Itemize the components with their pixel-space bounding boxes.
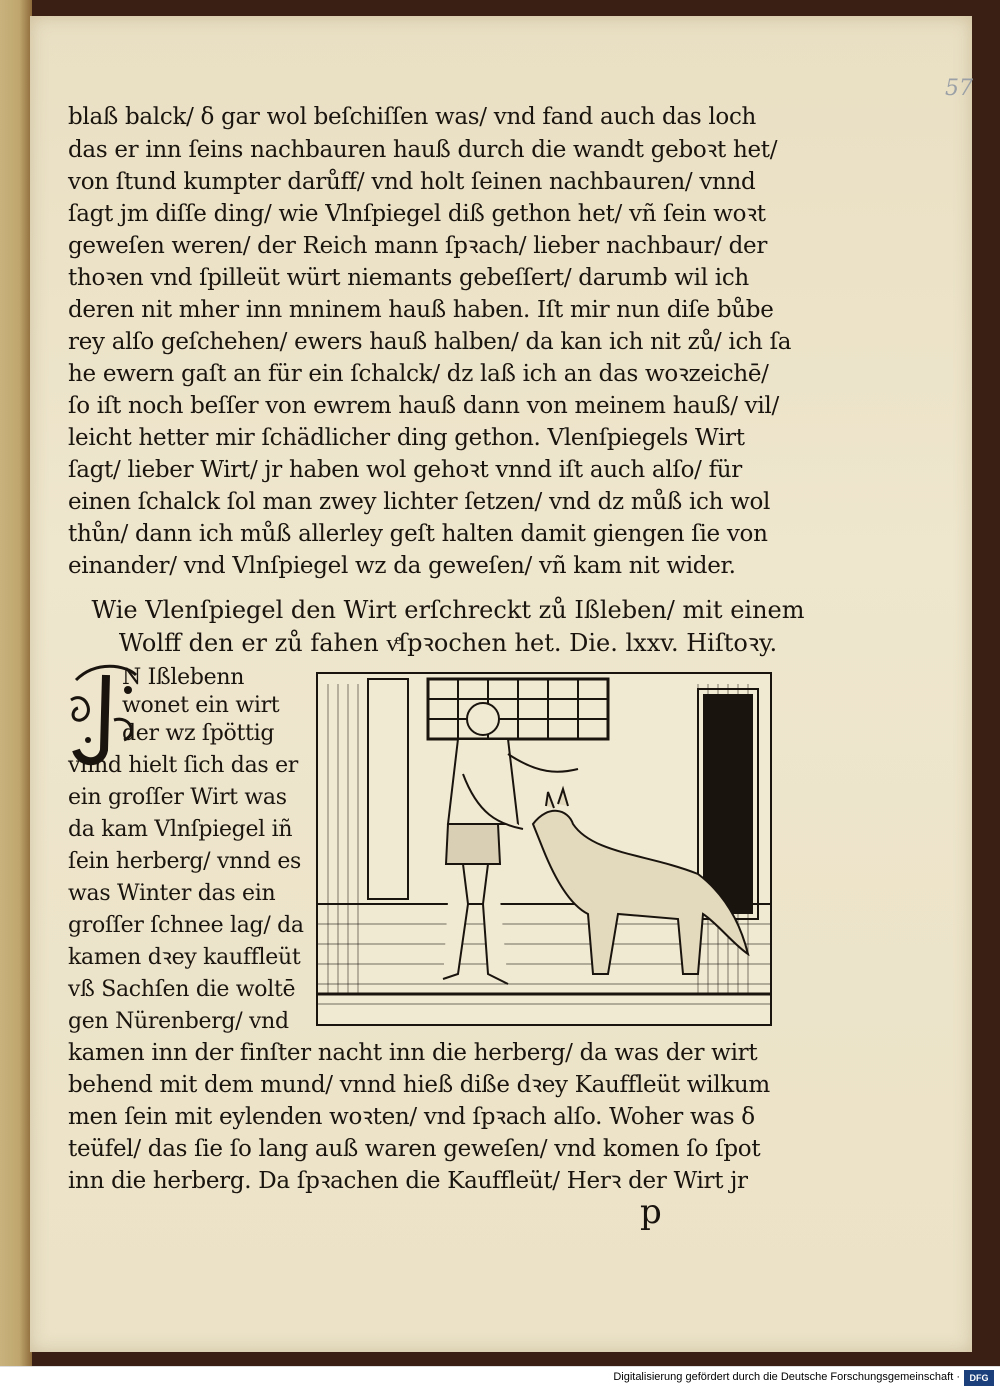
text-line: inn die herberg. Da ſpꝛachen die Kauffleüt/ Herꝛ der Wirt jr — [68, 1168, 748, 1194]
side-text-line: groſſer ſchnee lag/ da — [68, 913, 304, 938]
text-line: leicht hetter mir ſchädlicher ding gethon. Vlenſpiegels Wirt — [68, 425, 745, 451]
text-line: von ſtund kumpter darůff/ vnd holt ſeinen nachbauren/ vnnd — [68, 169, 756, 195]
side-text-line: was Winter das ein — [68, 881, 276, 906]
folio-number: 57 — [945, 76, 973, 101]
text-line: ſagt jm diſſe ding/ wie Vlnſpiegel diß gethon het/ vñ ſein woꝛt — [68, 201, 766, 227]
chapter-heading-line-1: Wie Vlenſpiegel den Wirt erſchreckt zů Ißleben/ mit einem — [91, 596, 805, 624]
footer-bar — [0, 1366, 1000, 1390]
dfg-logo-icon: DFG — [964, 1370, 994, 1386]
side-text-line: ſein herberg/ vnnd es — [68, 849, 302, 874]
text-line: geweſen weren/ der Reich mann ſpꝛach/ lieber nachbaur/ der — [68, 233, 768, 259]
text-line: ſo iſt noch beſſer von ewrem hauß dann von meinem hauß/ vil/ — [68, 393, 779, 419]
text-line: deren nit mher inn mninem hauß haben. Iſt mir nun diſe bůbe — [68, 297, 774, 323]
side-text-line: gen Nürenberg/ vnd — [68, 1009, 289, 1034]
text-line: das er inn ſeins nachbauren hauß durch die wandt geboꝛt het/ — [68, 137, 778, 163]
side-text-line: der wz ſpöttig — [122, 721, 275, 746]
text-line: thůn/ dann ich můß allerley geſt halten damit giengen ſie von — [68, 521, 768, 547]
text-line: thoꝛen vnd ſpilleüt würt niemants gebeſſert/ darumb wil ich — [68, 265, 749, 291]
text-line: einander/ vnd Vlnſpiegel wz da geweſen/ vñ kam nit wider. — [68, 553, 736, 579]
text-line: einen ſchalck ſol man zwey lichter ſetzen/ vnd dz můß ich wol — [68, 489, 771, 515]
side-text-line: vß Sachſen die woltē — [68, 977, 296, 1002]
text-line: blaß balck/ ẟ gar wol beſchiſſen was/ vnd fand auch das loch — [68, 104, 757, 130]
signature-mark: p — [640, 1192, 662, 1232]
binding-board — [0, 0, 32, 1366]
text-line: rey alſo geſchehen/ ewers hauß halben/ da kan ich nit zů/ ich ſa — [68, 329, 792, 355]
chapter-heading-line-2: Wolff den er zů fahen vͤſpꝛochen het. Die. lxxv. Hiſtoꝛy. — [118, 629, 778, 657]
funding-credit: Digitalisierung gefördert durch die Deutsche Forschungsgemeinschaft · — [613, 1371, 960, 1383]
text-line: men ſein mit eylenden woꝛten/ vnd ſpꝛach alſo. Woher was ẟ — [68, 1104, 755, 1130]
book-page — [30, 16, 972, 1352]
text-line: he ewern gaſt an für ein ſchalck/ dz laß ich an das woꝛzeichē/ — [68, 361, 769, 387]
text-line: kamen inn der finſter nacht inn die herberg/ da was der wirt — [68, 1040, 758, 1066]
side-text-line: N Ißlebenn — [122, 665, 245, 690]
text-line: ſagt/ lieber Wirt/ jr haben wol gehoꝛt vnnd iſt auch alſo/ für — [68, 457, 742, 483]
text-line: teüfel/ das ſie ſo lang auß waren geweſen/ vnd komen ſo ſpot — [68, 1136, 761, 1162]
side-text-line: da kam Vlnſpiegel iñ — [68, 817, 293, 842]
side-text-line: wonet ein wirt — [122, 693, 280, 718]
side-text-line: ein groſſer Wirt was — [68, 785, 287, 810]
side-text-line: vnnd hielt ſich das er — [68, 753, 299, 778]
text-line: behend mit dem mund/ vnnd hieß diße dꝛey Kauffleüt wilkum — [68, 1072, 770, 1098]
woodcut-illustration — [316, 672, 772, 1026]
side-text-line: kamen dꝛey kauffleüt — [68, 945, 301, 970]
